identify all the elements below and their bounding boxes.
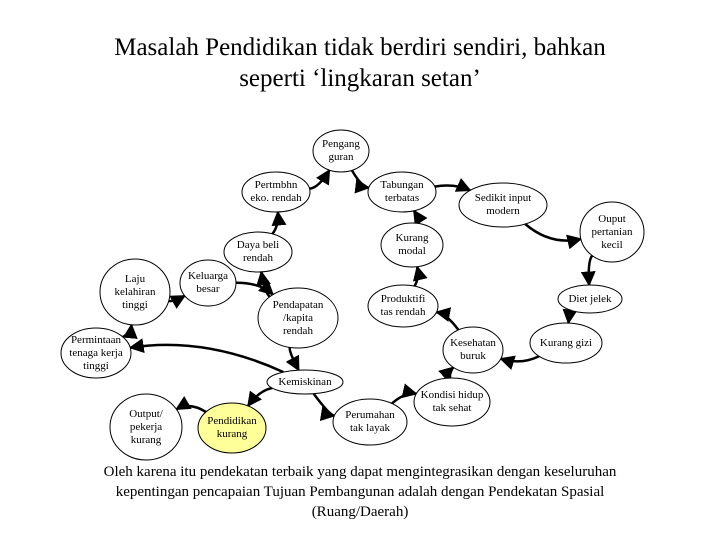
node-label-produktifitas-rendah <box>360 285 446 327</box>
node-label-line: tinggi <box>122 298 148 311</box>
node-label-line: guran <box>328 151 354 163</box>
node-label-kondisi-hidup-tak-sehat <box>406 378 498 426</box>
node-label-line: Pendapatan <box>272 298 324 311</box>
node-label-line: Daya beli <box>236 239 280 251</box>
node-label-line: eko. rendah <box>250 192 302 204</box>
node-label-kurang-gizi <box>522 323 610 363</box>
node-label-permintaan-tenaga-kerja-tinggi <box>53 328 139 378</box>
caption-line-3: (Ruang/Daerah) <box>311 504 409 520</box>
node-label-line: tas rendah <box>380 306 426 318</box>
node-label-pendapatan-perkapita-rendah <box>250 288 346 348</box>
node-label-pertumbuhan-ekonomi-rendah <box>234 172 318 212</box>
node-label-line: terbatas <box>384 192 420 204</box>
node-label-output-pertanian-kecil <box>572 202 652 262</box>
node-label-line: besar <box>196 283 220 295</box>
arrow-diet-jelek-to-kurang-gizi <box>568 311 575 323</box>
node-label-kurang-modal <box>373 223 451 267</box>
node-label-line: Permintaan <box>70 333 122 346</box>
node-label-line: Tabungan <box>380 179 424 191</box>
node-label-line: Pertmbhn <box>254 179 298 191</box>
arrow-kurang-modal-to-tabungan-terbatas <box>414 211 417 224</box>
node-label-line: kurang <box>216 428 248 440</box>
node-label-line: tak layak <box>349 422 390 434</box>
node-label-line: modern <box>486 205 520 217</box>
node-label-diet-jelek <box>550 285 630 313</box>
node-label-pendidikan-kurang <box>190 403 274 453</box>
node-label-line: Diet jelek <box>568 292 612 305</box>
node-label-line: kurang <box>130 433 162 446</box>
node-label-line: pertanian <box>591 225 633 238</box>
node-label-kesehatan-buruk <box>435 327 511 373</box>
node-label-line: Pendidikan <box>207 415 257 427</box>
node-label-line: tinggi <box>83 359 109 372</box>
node-label-laju-kelahiran-tinggi <box>92 259 178 325</box>
node-label-tabungan-terbatas <box>360 172 444 212</box>
diagram-caption <box>0 462 720 522</box>
node-label-line: Pengang <box>322 138 360 150</box>
node-label-sedikit-input-modern <box>451 183 555 227</box>
node-label-perumahan-tak-layak <box>325 399 415 445</box>
node-label-line: modal <box>398 245 426 257</box>
caption-line-1: Oleh karena itu pendekatan terbaik yang dapat mengintegrasikan dengan keseluruhan <box>103 464 617 480</box>
node-label-line: pekerja <box>129 420 163 433</box>
node-label-line: Sedikit input <box>474 192 532 204</box>
node-label-line: Keluarga <box>187 270 229 282</box>
title-line-2: seperti ‘lingkaran setan’ <box>239 65 481 92</box>
node-label-line: Kurang gizi <box>539 336 593 349</box>
arrow-produktifitas-rendah-to-kurang-modal <box>415 267 419 287</box>
arrow-kemiskinan-to-permintaan-tenaga-kerja-tinggi <box>130 345 283 372</box>
node-label-line: rendah <box>283 324 313 337</box>
node-label-line: Laju <box>124 272 146 285</box>
node-label-output-pekerja-kurang <box>102 394 190 460</box>
node-label-keluarga-besar <box>172 260 244 306</box>
node-label-line: kelahiran <box>114 285 156 298</box>
caption-line-2: kepentingan pencapaian Tujuan Pembangunan adalah dengan Pendekatan Spasial <box>115 484 605 500</box>
node-label-line: Ouput <box>598 212 626 225</box>
node-label-line: tenaga kerja <box>69 346 123 359</box>
node-label-line: Kurang <box>395 232 429 244</box>
arrow-pendapatan-perkapita-rendah-to-kemiskinan <box>290 347 299 370</box>
node-label-line: Kondisi hidup <box>420 389 484 401</box>
node-label-line: rendah <box>243 252 273 264</box>
node-label-line: tak sehat <box>432 402 472 414</box>
node-label-line: Kesehatan <box>450 337 496 349</box>
node-label-line: kecil <box>601 238 623 251</box>
node-label-line: Perumahan <box>345 409 395 421</box>
node-label-kemiskinan <box>259 370 351 394</box>
title-line-1: Masalah Pendidikan tidak berdiri sendiri, bahkan <box>114 34 606 61</box>
arrow-daya-beli-rendah-to-pertumbuhan-ekonomi-rendah <box>272 212 278 234</box>
node-label-line: buruk <box>460 350 486 362</box>
node-label-line: Kemiskinan <box>278 375 332 388</box>
node-label-line: Output/ <box>129 407 163 420</box>
node-label-pengangguran <box>305 130 377 172</box>
node-label-line: /kapita <box>283 311 313 324</box>
node-label-line: Produktifi <box>380 293 426 305</box>
